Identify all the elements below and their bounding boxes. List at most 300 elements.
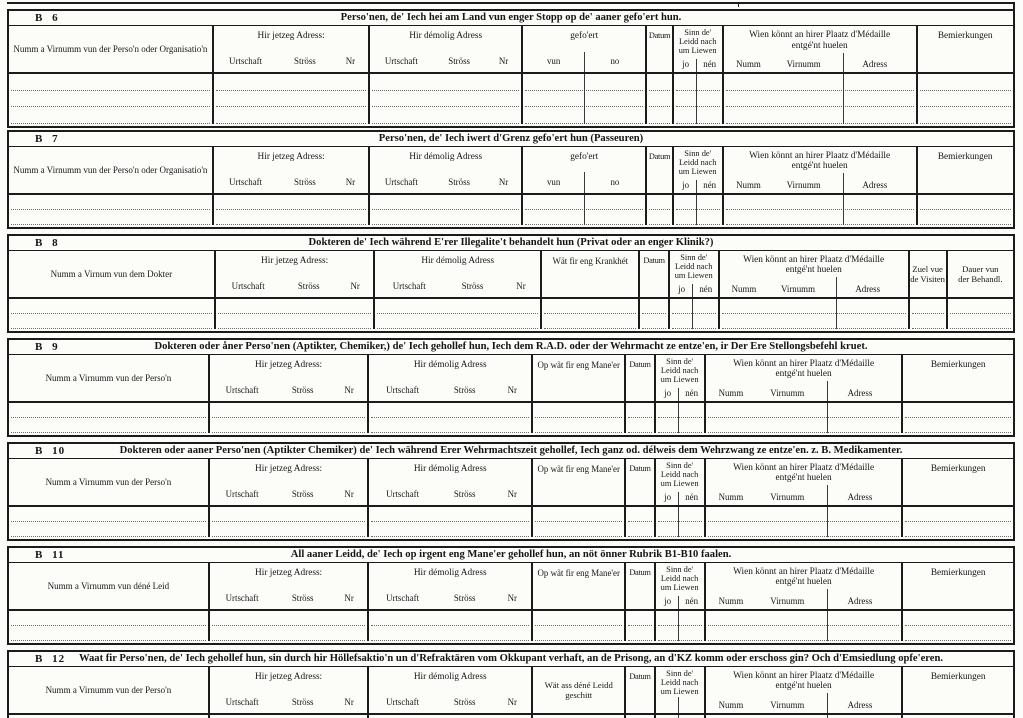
entry-cell-name [9,299,214,329]
entry-cell-remarks [916,195,1013,225]
entry-cell-current-address [208,611,368,641]
entry-line [628,611,651,626]
alive-label-line3: um Liewen [674,270,713,280]
column-header-medal-recipient [704,355,902,401]
entry-line [535,418,622,433]
entry-line [372,210,519,225]
treatment-duration-label [948,251,1013,297]
section-title: Waat fir Perso'nen, de' Iech gehollef hun, sin durch hir Höllefsaktio'n un d'Refraktären vom Okkupant verhaft, an de Prisong, an d'KZ komm oder erschoss gin? Och d'Emsiedlung opfe'eren. [78,652,944,664]
illness-label: Wät fir eng Krankhét [552,255,629,266]
column-header-manner [531,563,624,609]
alive-label-line2: Leidd nach [660,469,699,479]
entry-line [11,91,210,108]
entry-cell-still-alive [654,611,704,641]
entry-line [535,611,622,626]
entry-line [11,611,206,626]
column-header-date [624,667,653,713]
yes-label: jo [664,595,672,606]
column-header-name [9,459,208,505]
entry-cell-date [638,299,667,329]
stross-label: Ströss [453,696,476,707]
entry-line [544,314,636,329]
column-header-current-address [208,459,368,505]
entry-cell-former-address [367,507,531,537]
alive-label-line1: Sinn de' [684,28,712,37]
entry-line [649,210,669,225]
entry-line [216,107,367,124]
numm-label: Numm [736,179,761,190]
section-titlebar [9,132,1013,147]
entry-line [372,195,519,210]
entry-line [371,418,529,433]
section-id: B 6 [35,12,59,24]
alive-label-line1: Sinn de' [684,148,712,158]
entry-line [726,74,914,91]
sub-column-divider [843,74,844,124]
address-sublabels [369,593,531,603]
entry-line [11,418,206,433]
medal-recipient-line2: entgé'nt huelen [775,473,832,483]
sub-column-divider [678,611,679,641]
sub-column-divider [827,403,828,433]
alive-label-line1: Sinn de' [666,356,694,366]
entry-cell-remarks [901,403,1012,433]
entry-line [372,74,519,91]
entry-line [11,403,206,418]
address-label: Hir jetzeg Adress: [255,671,323,682]
sub-column-divider [696,180,697,193]
virnumm-label: Virnumm [781,283,815,294]
column-header-former-address [367,355,531,401]
what-happened-line2: geschitt [565,689,593,700]
sub-column-divider [827,589,828,608]
date-label: Datum [648,31,671,40]
entry-line [11,107,210,124]
entry-cell-current-address [212,74,369,124]
stross-label: Ströss [448,56,470,66]
urtschaft-label: Urtschaft [225,696,259,707]
entry-line [212,403,366,418]
column-header-remarks [901,355,1012,401]
entry-line [649,195,669,210]
entry-line [658,522,702,537]
remarks-label: Bemierkungen [930,359,986,370]
from-label: vun [546,56,561,66]
sub-column-divider [827,381,828,400]
entry-line [11,522,206,537]
section-titlebar [9,236,1013,251]
column-header-medal-recipient [718,251,908,297]
transported-label: gefo'ert [570,151,599,162]
section-header-row [9,26,1013,74]
medal-recipient-label [706,459,902,484]
stross-label: Ströss [453,592,476,603]
entry-cell-current-address [212,195,369,225]
entry-line [628,418,651,433]
entry-line [218,314,372,329]
address-label: Hir jetzeg Adress: [255,359,323,370]
column-header-name [9,26,212,72]
medal-recipient-line1: Wien könnt an hirer Plaatz d'Médaille [749,150,891,161]
column-header-date [638,251,667,297]
no-label: nén [703,179,717,190]
section-body [9,715,1013,718]
address-sublabels [214,56,369,66]
top-tick-mark [738,2,739,7]
nr-label: Nr [507,384,517,395]
section-body [9,507,1013,539]
nr-label: Nr [516,280,526,291]
address-sublabels [210,489,368,499]
entry-line [912,314,944,329]
entry-cell-name [9,403,208,433]
entry-line [218,299,372,314]
entry-line [535,522,622,537]
treatment-duration-line2: der Behandl. [958,273,1003,284]
entry-line [11,195,210,210]
yes-label: jo [678,283,686,294]
address-sublabels [216,281,374,291]
section-body [9,403,1013,435]
column-header-date [624,563,653,609]
sub-column-divider [696,195,697,225]
entry-line [905,403,1010,418]
section-b10 [7,442,1015,541]
entry-line [649,107,669,124]
entry-line [726,195,914,210]
urtschaft-label: Urtschaft [384,56,418,66]
sub-column-divider [584,195,585,225]
entry-line [212,418,366,433]
entry-cell-transported [521,195,645,225]
urtschaft-label: Urtschaft [392,280,426,291]
entry-line [658,418,702,433]
transported-label: gefo'ert [570,31,599,41]
alive-label-line3: um Liewen [678,166,717,176]
treatment-duration-line1: Dauer vun [962,263,999,274]
column-header-treatment-duration [946,251,1013,297]
nr-label: Nr [507,592,517,603]
what-happened-line1: Wät ass déné Leidd [544,679,613,690]
entry-line [628,626,651,641]
alive-label [656,459,704,489]
column-header-medal-recipient [722,26,916,72]
sub-column-divider [678,596,679,609]
name-column-label: Numm a Virnumm vun der Perso'n [45,684,172,695]
stross-label: Ströss [453,488,476,499]
entry-line [11,210,210,225]
name-column-label: Numm a Virnumm vun déné Leid [47,580,170,591]
section-titlebar [9,548,1013,563]
date-label: Datum [629,359,651,369]
column-header-remarks [901,459,1012,505]
address-sublabels [369,697,531,707]
column-header-still-alive [654,355,704,401]
alive-label-line3: um Liewen [678,46,717,56]
entry-line [920,91,1011,108]
column-header-visit-count [908,251,946,297]
sub-column-divider [678,715,679,718]
entry-line [722,314,906,329]
section-title: Dokteren oder aaner Perso'nen (Aptikter Chemiker) de' Iech während Erer Wehrmachtszeit gehollef, Iech ganz od. délweis dem Wehrzwang ze entze'en. z. B. Medikamenter. [119,444,903,456]
virnumm-label: Virnumm [770,595,805,606]
no-label: nén [699,283,713,294]
numm-label: Numm [718,699,744,710]
entry-cell-still-alive [668,299,718,329]
entry-cell-date [645,195,671,225]
alive-sublabels [656,388,704,398]
virnumm-label: Virnumm [770,699,805,710]
entry-line [216,195,367,210]
adress-label: Adress [847,387,873,398]
entry-line [905,522,1010,537]
column-header-remarks [901,667,1012,713]
no-label: nén [685,491,699,502]
sections-container [7,9,1015,718]
column-header-remarks [916,147,1013,193]
urtschaft-label: Urtschaft [231,280,265,291]
entry-line [377,314,538,329]
column-header-still-alive [672,147,722,193]
entry-line [950,314,1011,329]
sub-column-divider [692,299,693,329]
column-header-former-address [367,667,531,713]
section-header-row [9,459,1013,507]
entry-line [371,611,529,626]
alive-label-line1: Sinn de' [666,564,694,574]
section-id: B 12 [35,652,66,665]
entry-line [371,403,529,418]
nr-label: Nr [344,696,354,707]
entry-cell-medal-recipient [704,403,902,433]
sub-column-divider [827,507,828,537]
virnumm-label: Virnumm [770,387,805,398]
column-header-current-address [208,667,368,713]
entry-cell-date [624,715,653,718]
alive-label-line2: Leidd nach [678,37,717,47]
sub-column-divider [843,53,844,72]
section-b7 [7,130,1015,229]
entry-line [212,626,366,641]
entry-cell-transported [521,74,645,124]
no-label: nén [685,387,699,398]
medal-recipient-sublabels [724,180,916,190]
entry-cell-still-alive [654,403,704,433]
date-label: Datum [629,463,651,473]
sub-column-divider [678,507,679,537]
entry-cell-medal-recipient [704,611,902,641]
nr-label: Nr [507,488,517,499]
entry-line [628,403,651,418]
entry-cell-remarks [901,611,1012,641]
name-column-label: Numm a Virnumm vun der Perso'n oder Organisatio'n [13,44,208,54]
sub-column-divider [584,52,585,72]
entry-cell-manner [531,403,624,433]
entry-line [658,403,702,418]
section-title: Perso'nen, de' Iech iwert d'Grenz gefo'ert hun (Passeuren) [378,132,644,144]
virnumm-label: Virnumm [786,59,821,69]
medal-recipient-sublabels [724,59,916,69]
address-sublabels [214,177,369,187]
entry-line [920,107,1011,124]
section-title: All aaner Leidd, de' Iech op irgent eng Mane'er gehollef hun, an nöt önner Rubrik B1-B10 faalen. [290,548,732,560]
column-header-former-address [373,251,540,297]
yes-label: jo [664,491,672,502]
column-header-name [9,563,208,609]
nr-label: Nr [344,488,354,499]
section-b12 [7,650,1015,718]
address-label: Hir démolig Adress [413,567,487,578]
entry-cell-former-address [367,715,531,718]
alive-label-line1: Sinn de' [666,460,694,470]
address-label: Hir démolig Adress [413,463,487,474]
medal-recipient-label [706,355,902,380]
entry-line [216,91,367,108]
sub-column-divider [827,715,828,718]
urtschaft-label: Urtschaft [386,488,420,499]
alive-label-line3: um Liewen [660,582,699,592]
urtschaft-label: Urtschaft [386,592,420,603]
entry-line [649,91,669,108]
entry-line [642,299,665,314]
entry-line [676,210,720,225]
sub-column-divider [678,697,679,713]
sub-column-divider [827,485,828,504]
address-sublabels [370,56,521,66]
address-label: Hir jetzeg Adress: [257,31,325,41]
entry-line [658,626,702,641]
numm-label: Numm [718,595,744,606]
alive-label [656,667,704,697]
sub-column-divider [696,59,697,72]
entry-cell-former-address [367,403,531,433]
section-id: B 9 [35,340,59,353]
adress-label: Adress [847,491,873,502]
entry-line [920,210,1011,225]
entry-line [912,299,944,314]
entry-line [676,74,720,91]
entry-line [708,626,900,641]
alive-sublabels [656,492,704,502]
stross-label: Ströss [453,384,476,395]
entry-line [11,299,212,314]
entry-cell-name [9,715,208,718]
nr-label: Nr [350,280,360,291]
sub-column-divider [678,388,679,401]
entry-cell-name [9,611,208,641]
column-header-former-address [368,26,521,72]
column-header-still-alive [672,26,722,72]
alive-sublabels [674,180,722,190]
entry-line [658,715,702,718]
numm-label: Numm [718,387,744,398]
sub-column-divider [827,611,828,641]
entry-line [905,626,1010,641]
medal-recipient-line1: Wien könnt an hirer Plaatz d'Médaille [743,254,885,265]
entry-line [708,522,900,537]
address-label: Hir démolig Adress [421,255,495,266]
entry-line [212,715,366,718]
medal-recipient-line2: entgé'nt huelen [785,265,842,275]
entry-line [212,507,366,522]
alive-label-line3: um Liewen [660,478,699,488]
entry-line [676,107,720,124]
medal-recipient-line2: entgé'nt huelen [775,681,832,691]
entry-cell-illness [540,299,638,329]
entry-line [372,107,519,124]
to-label: no [610,56,620,66]
column-header-illness [540,251,638,297]
sub-column-divider [843,173,844,192]
entry-line [905,715,1010,718]
column-header-current-address [208,355,368,401]
visit-count-line2: de Visiten [910,273,945,284]
entry-cell-remarks [901,507,1012,537]
nr-label: Nr [345,176,356,187]
no-label: nén [703,59,717,69]
column-header-current-address [212,147,369,193]
address-label: Hir démolig Adress [409,151,483,162]
entry-cell-former-address [367,611,531,641]
nr-label: Nr [498,56,509,66]
address-sublabels [369,489,531,499]
column-header-medal-recipient [722,147,916,193]
medal-recipient-sublabels [720,284,908,294]
column-header-former-address [367,459,531,505]
visit-count-line1: Zuel vue [912,263,943,274]
entry-line [905,611,1010,626]
section-header-row [9,147,1013,195]
alive-label [674,147,722,177]
medal-recipient-line1: Wien könnt an hirer Plaatz d'Médaille [733,566,875,577]
sub-column-divider [827,693,828,712]
stross-label: Ströss [448,176,470,187]
entry-cell-manner [531,507,624,537]
numm-label: Numm [718,491,744,502]
section-id: B 10 [35,444,66,457]
medal-recipient-sublabels [706,388,902,398]
column-header-current-address [212,26,369,72]
urtschaft-label: Urtschaft [386,384,420,395]
alive-label [656,355,704,385]
entry-line [726,210,914,225]
column-header-manner [531,459,624,505]
entry-line [920,74,1011,91]
stross-label: Ströss [291,488,314,499]
entry-line [905,418,1010,433]
entry-cell-name [9,195,212,225]
entry-cell-manner [531,611,624,641]
entry-cell-treatment-duration [946,299,1013,329]
alive-label-line1: Sinn de' [680,252,708,262]
section-header-row [9,251,1013,299]
alive-label-line3: um Liewen [660,374,699,384]
remarks-label: Bemierkungen [930,671,986,682]
sub-column-divider [678,492,679,505]
stross-label: Ströss [291,384,314,395]
alive-sublabels [674,59,722,69]
address-label: Hir jetzeg Adress: [255,463,323,474]
virnumm-label: Virnumm [770,491,805,502]
entry-line [649,74,669,91]
numm-label: Numm [731,283,757,294]
alive-label [656,563,704,593]
section-id: B 11 [35,548,65,561]
column-header-medal-recipient [704,563,902,609]
section-header-row [9,355,1013,403]
alive-sublabels [670,284,718,294]
to-label: no [610,176,620,187]
